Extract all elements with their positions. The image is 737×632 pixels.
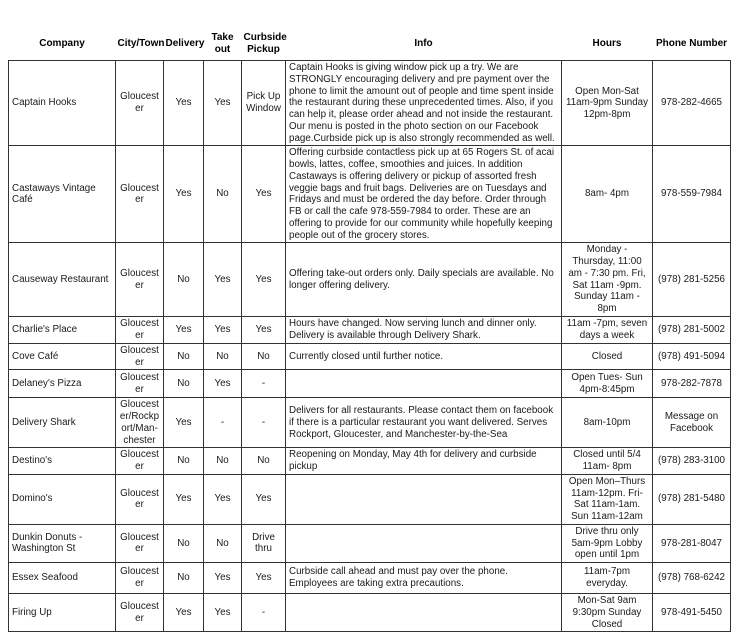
cell-delivery: No — [164, 370, 204, 398]
cell-phone-number: (978) 283-3100 — [653, 448, 731, 475]
cell-curbside-pickup: No — [242, 448, 286, 475]
cell-curbside-pickup: Yes — [242, 243, 286, 317]
cell-delivery: No — [164, 448, 204, 475]
table-row — [9, 146, 731, 243]
cell-curbside-pickup: - — [242, 370, 286, 398]
cell-info: Currently closed until further notice. — [286, 343, 562, 370]
cell-info — [286, 524, 562, 562]
cell-delivery: Yes — [164, 594, 204, 632]
cell-curbside-pickup: - — [242, 594, 286, 632]
cell-city-town: Gloucester — [116, 316, 164, 343]
header-hours: Hours — [592, 38, 622, 49]
table-row — [9, 448, 731, 475]
cell-take-out: Yes — [204, 594, 242, 632]
cell-company: Dunkin Donuts - Washington St — [9, 524, 116, 562]
cell-curbside-pickup: Yes — [242, 316, 286, 343]
table-row — [9, 316, 731, 343]
cell-city-town: Gloucester — [116, 594, 164, 632]
cell-hours: Drive thru only 5am-9pm Lobby open until 1pm — [562, 524, 653, 562]
cell-company: Destino's — [9, 448, 116, 475]
cell-delivery: Yes — [164, 474, 204, 524]
cell-take-out: Yes — [204, 61, 242, 146]
cell-delivery: No — [164, 343, 204, 370]
cell-info: Reopening on Monday, May 4th for delivery and curbside pickup — [286, 448, 562, 475]
table-row — [9, 243, 731, 317]
cell-take-out: Yes — [204, 243, 242, 317]
cell-phone-number: (978) 281-5256 — [653, 243, 731, 317]
cell-hours: Monday - Thursday, 11:00 am - 7:30 pm. Fri, Sat 11am -9pm. Sunday 11am - 8pm — [562, 243, 653, 317]
cell-city-town: Gloucester — [116, 343, 164, 370]
cell-hours: 11am -7pm, seven days a week — [562, 316, 653, 343]
cell-hours: Mon-Sat 9am 9:30pm Sunday Closed — [562, 594, 653, 632]
cell-city-town: Gloucester — [116, 563, 164, 594]
cell-delivery: No — [164, 243, 204, 317]
table-header-row — [9, 30, 731, 61]
cell-city-town: Gloucester — [116, 146, 164, 243]
cell-company: Delaney's Pizza — [9, 370, 116, 398]
table-row — [9, 563, 731, 594]
cell-take-out: No — [204, 146, 242, 243]
cell-info: Offering take-out orders only. Daily specials are available. No longer offering delivery. — [286, 243, 562, 317]
table-row — [9, 594, 731, 632]
cell-info: Captain Hooks is giving window pick up a try. We are STRONGLY encouraging delivery and pre payment over the phone to limit the amount out of people and time spent inside the restaurant during these unprecedented times. Also, if you can help it, please order ahead and not inside the restaurant. Our menu is posted in the photo section on our Facebook page.Curbside pick up is also strongly recommended as well. — [286, 61, 562, 146]
cell-city-town: Gloucester — [116, 370, 164, 398]
cell-info — [286, 474, 562, 524]
cell-info: Hours have changed. Now serving lunch and dinner only. Delivery is available through Delivery Shark. — [286, 316, 562, 343]
cell-curbside-pickup: Yes — [242, 146, 286, 243]
cell-info: Curbside call ahead and must pay over the phone. Employees are taking extra precautions. — [286, 563, 562, 594]
table-body — [9, 61, 731, 632]
cell-city-town: Gloucester — [116, 243, 164, 317]
cell-delivery: Yes — [164, 146, 204, 243]
cell-hours: 11am-7pm everyday. — [562, 563, 653, 594]
document-page — [0, 30, 737, 630]
cell-curbside-pickup: Yes — [242, 474, 286, 524]
cell-delivery: Yes — [164, 316, 204, 343]
cell-phone-number: 978-281-8047 — [653, 524, 731, 562]
header-take-out: Take out — [211, 32, 234, 55]
cell-hours: Open Mon-Sat 11am-9pm Sunday 12pm-8pm — [562, 61, 653, 146]
cell-delivery: No — [164, 524, 204, 562]
cell-phone-number: 978-282-4665 — [653, 61, 731, 146]
cell-hours: 8am- 4pm — [562, 146, 653, 243]
header-phone-number: Phone Number — [655, 38, 728, 49]
cell-city-town: Gloucester — [116, 474, 164, 524]
cell-city-town: Gloucester — [116, 61, 164, 146]
cell-info — [286, 370, 562, 398]
cell-take-out: Yes — [204, 474, 242, 524]
cell-phone-number: (978) 768-6242 — [653, 563, 731, 594]
cell-phone-number: (978) 281-5480 — [653, 474, 731, 524]
cell-take-out: Yes — [204, 316, 242, 343]
cell-hours: Closed — [562, 343, 653, 370]
header-delivery: Delivery — [165, 38, 205, 49]
header-company: Company — [39, 38, 85, 49]
cell-delivery: Yes — [164, 398, 204, 448]
cell-delivery: Yes — [164, 61, 204, 146]
cell-curbside-pickup: Pick Up Window — [242, 61, 286, 146]
cell-take-out: No — [204, 524, 242, 562]
cell-company: Captain Hooks — [9, 61, 116, 146]
cell-take-out: No — [204, 448, 242, 475]
cell-phone-number: 978-559-7984 — [653, 146, 731, 243]
cell-hours: Closed until 5/4 11am- 8pm — [562, 448, 653, 475]
cell-company: Causeway Restaurant — [9, 243, 116, 317]
cell-take-out: No — [204, 343, 242, 370]
cell-company: Essex Seafood — [9, 563, 116, 594]
cell-city-town: Gloucester — [116, 448, 164, 475]
table-row — [9, 370, 731, 398]
table-row — [9, 343, 731, 370]
cell-take-out: - — [204, 398, 242, 448]
cell-company: Firing Up — [9, 594, 116, 632]
cell-phone-number: (978) 491-5094 — [653, 343, 731, 370]
table-row — [9, 398, 731, 448]
restaurant-table — [8, 30, 731, 632]
cell-info: Offering curbside contactless pick up at 65 Rogers St. of acai bowls, lattes, coffee, smoothies and juices. In addition Castaways is offering delivery or pickup of assorted fresh veggie bags and fruit bags. Deliveries are on Tuesdays and Fridays and must be ordered the day before. Order through FB or call the cafe 978-559-7984 to order. These are an offering to provide for our community while hopefully keeping people out of the grocery stores. — [286, 146, 562, 243]
cell-curbside-pickup: Drive thru — [242, 524, 286, 562]
table-row — [9, 524, 731, 562]
table-row — [9, 61, 731, 146]
cell-phone-number: 978-282-7878 — [653, 370, 731, 398]
cell-curbside-pickup: No — [242, 343, 286, 370]
cell-delivery: No — [164, 563, 204, 594]
cell-take-out: Yes — [204, 563, 242, 594]
cell-company: Delivery Shark — [9, 398, 116, 448]
cell-hours: 8am-10pm — [562, 398, 653, 448]
cell-info — [286, 594, 562, 632]
table-row — [9, 474, 731, 524]
cell-company: Charlie's Place — [9, 316, 116, 343]
cell-curbside-pickup: Yes — [242, 563, 286, 594]
cell-city-town: Gloucester/Rockport/Man-chester — [116, 398, 164, 448]
cell-info: Delivers for all restaurants. Please contact them on facebook if there is a particular restaurant you want delivered. Serves Rockport, Gloucester, and Manchester-by-the-Sea — [286, 398, 562, 448]
cell-curbside-pickup: - — [242, 398, 286, 448]
header-curbside-pickup: Curbside Pickup — [243, 32, 287, 55]
cell-phone-number: Message on Facebook — [653, 398, 731, 448]
cell-hours: Open Mon–Thurs 11am-12pm. Fri-Sat 11am-1am. Sun 11am-12am — [562, 474, 653, 524]
cell-phone-number: 978-491-5450 — [653, 594, 731, 632]
cell-city-town: Gloucester — [116, 524, 164, 562]
header-info: Info — [414, 38, 433, 49]
cell-company: Domino's — [9, 474, 116, 524]
cell-company: Cove Café — [9, 343, 116, 370]
cell-company: Castaways Vintage Café — [9, 146, 116, 243]
cell-take-out: Yes — [204, 370, 242, 398]
cell-phone-number: (978) 281-5002 — [653, 316, 731, 343]
header-city-town: City/Town — [117, 38, 165, 49]
cell-hours: Open Tues- Sun 4pm-8:45pm — [562, 370, 653, 398]
